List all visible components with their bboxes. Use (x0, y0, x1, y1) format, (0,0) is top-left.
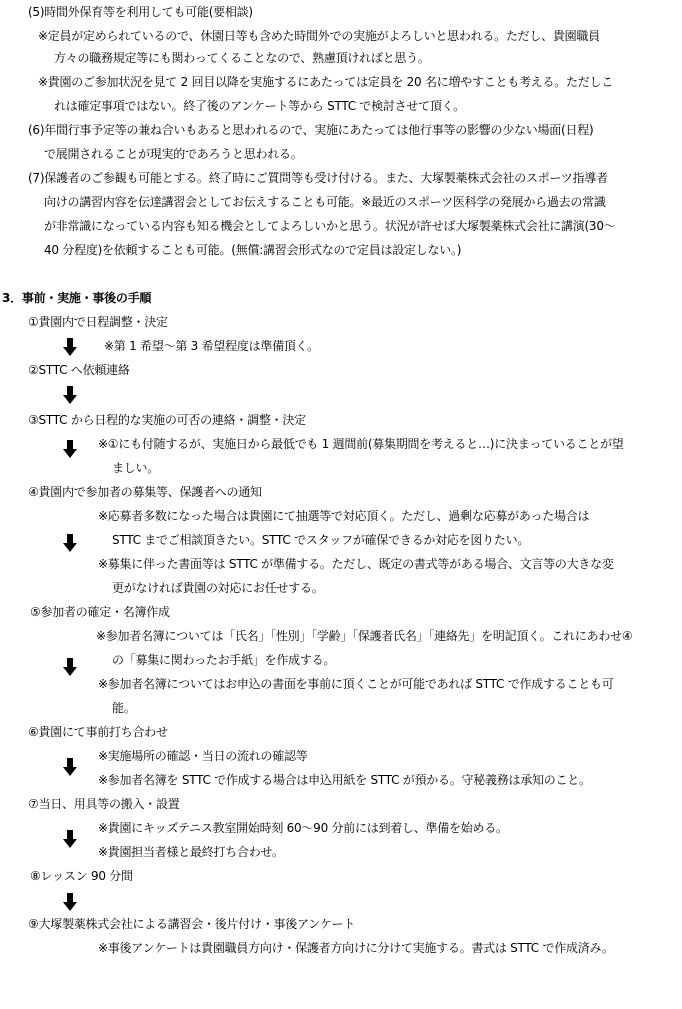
step-note: ましい。 (112, 461, 160, 475)
down-arrow-icon (63, 893, 77, 911)
step-note: 能。 (112, 701, 136, 715)
step-note: ※参加者名簿を STTC で作成する場合は申込用紙を STTC が預かる。守秘義務は承知のこと。 (98, 773, 591, 787)
step-note: STTC までご相談頂きたい。STTC でスタッフが確保できるか対応を図りたい。 (112, 533, 530, 547)
step-note: 更がなければ貴園の対応にお任せする。 (112, 581, 324, 595)
step-note: ※参加者名簿については「氏名」「性別」「学齢」「保護者氏名」「連絡先」を明記頂く。これにあわせ④ (96, 629, 633, 643)
item-6-cont: で展開されることが現実的であろうと思われる。 (44, 147, 303, 161)
step-note: ※事後アンケートは貴園職員方向け・保護者方向けに分けて実施する。書式は STTC で作成済み。 (98, 941, 614, 955)
down-arrow-icon (63, 534, 77, 552)
step-6: ⑥貴園にて事前打ち合わせ (28, 725, 168, 739)
down-arrow-icon (63, 758, 77, 776)
step-note: ※募集に伴った書面等は STTC が準備する。ただし、既定の書式等がある場合、文言等の大きな変 (98, 557, 614, 571)
step-note: の「募集に関わったお手紙」を作成する。 (112, 653, 336, 667)
note-line: 方々の職務規定等にも関わってくることなので、熟慮頂ければと思う。 (54, 51, 430, 65)
step-note: ※貴園担当者様と最終打ち合わせ。 (98, 845, 284, 859)
step-note: ※応募者多数になった場合は貴園にて抽選等で対応頂く。ただし、過剰な応募があった場合は (98, 509, 590, 523)
item-5: (5)時間外保育等を利用しても可能(要相談) (28, 5, 253, 19)
section-heading: 3．事前・実施・事後の手順 (2, 291, 152, 305)
step-note: ※①にも付随するが、実施日から最低でも 1 週間前(募集期間を考えると…)に決まっていることが望 (98, 437, 624, 451)
step-5: ⑤参加者の確定・名簿作成 (30, 605, 170, 619)
down-arrow-icon (63, 830, 77, 848)
step-3: ③STTC から日程的な実施の可否の連絡・調整・決定 (28, 413, 306, 427)
item-7-cont: 向けの講習内容を伝達講習会としてお伝えすることも可能。※最近のスポーツ医科学の発展から過去の常識 (44, 195, 606, 209)
step-1: ①貴園内で日程調整・決定 (28, 315, 168, 329)
note-line: ※定員が定められているので、休園日等も含めた時間外での実施がよろしいと思われる。ただし、貴園職員 (38, 29, 600, 43)
step-note: ※貴園にキッズテニス教室開始時刻 60～90 分前には到着し、準備を始める。 (98, 821, 508, 835)
down-arrow-icon (63, 338, 77, 356)
item-6: (6)年間行事予定等の兼ね合いもあると思われるので、実施にあたっては他行事等の影響の少ない場面(日程) (28, 123, 594, 137)
step-note: ※第 1 希望～第 3 希望程度は準備頂く。 (104, 339, 319, 353)
down-arrow-icon (63, 658, 77, 676)
step-4: ④貴園内で参加者の募集等、保護者への通知 (28, 485, 262, 499)
down-arrow-icon (63, 440, 77, 458)
step-7: ⑦当日、用具等の搬入・設置 (28, 797, 180, 811)
step-note: ※参加者名簿についてはお申込の書面を事前に頂くことが可能であれば STTC で作成することも可 (98, 677, 614, 691)
down-arrow-icon (63, 386, 77, 404)
note-line: れは確定事項ではない。終了後のアンケート等から STTC で検討させて頂く。 (54, 99, 465, 113)
step-8: ⑧レッスン 90 分間 (30, 869, 133, 883)
item-7-cont: 40 分程度)を依頼することも可能。(無償:講習会形式なので定員は設定しない。) (44, 243, 462, 257)
step-2: ②STTC へ依頼連絡 (28, 363, 130, 377)
item-7-cont: が非常識になっている内容も知る機会としてよろしいかと思う。状況が許せば大塚製薬株式会社に講演(30～ (44, 219, 616, 233)
step-note: ※実施場所の確認・当日の流れの確認等 (98, 749, 308, 763)
step-9: ⑨大塚製薬株式会社による講習会・後片付け・事後アンケート (28, 917, 356, 931)
note-line: ※貴園のご参加状況を見て 2 回目以降を実施するにあたっては定員を 20 名に増やすことも考える。ただしこ (38, 75, 613, 89)
item-7: (7)保護者のご参観も可能とする。終了時にご質問等も受け付ける。また、大塚製薬株式会社のスポーツ指導者 (28, 171, 608, 185)
